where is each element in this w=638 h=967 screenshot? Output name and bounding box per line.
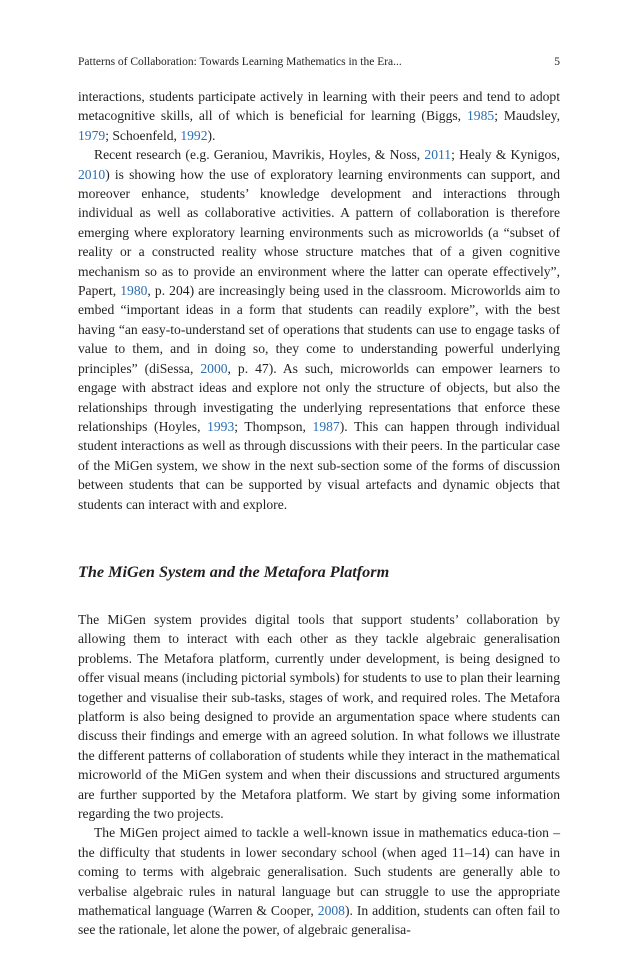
citation-link[interactable]: 2011 — [424, 147, 452, 163]
text-run: ) is showing how the use of exploratory learning environments can support, and moreover enhance, students’ knowledge development and interactions through individual as well as collaborative activities. A pattern of collaboration is therefore emerging where exploratory learning environments such as microworlds (a “subset of reality or a constructed reality whose structure matches that of a given cognitive mechanism so as to provide an environment where the latter can operate effectively”, Papert, — [78, 166, 560, 299]
text-run: The MiGen project aimed to tackle a well-known issue in mathematics educa-tion – the difficulty that students in lower secondary school (when aged 11–14) can have in coming to terms with algebraic generalisation. Such students are generally able to verbalise algebraic rules in natural language but can struggle to use the appropriate mathematical language (Warren & Cooper, — [78, 825, 560, 919]
citation-link[interactable]: 1985 — [467, 108, 495, 124]
running-title: Patterns of Collaboration: Towards Learning Mathematics in the Era... — [78, 56, 402, 68]
text-run: , p. 47). As such, microworlds can empower learners to engage with abstract ideas and explore not only the structure of objects, but also the relationships through investigating the underlying representations that enforce these relationships (Hoyles, — [78, 360, 560, 434]
citation-link[interactable]: 1987 — [312, 418, 340, 434]
text-run: ; Healy & Kynigos, — [451, 147, 560, 163]
citation-link[interactable]: 1979 — [78, 127, 106, 143]
citation-link[interactable]: 2010 — [78, 166, 106, 182]
paragraph-4 — [78, 823, 560, 939]
text-run: interactions, students participate actively in learning with their peers and tend to adopt metacognitive skills, all of which is beneficial for learning (Biggs, — [78, 89, 560, 124]
text-run: , p. 204) are increasingly being used in the classroom. Microworlds aim to embed “important ideas in a form that students can readily explore”, with the best having “an easy-to-understand set of operations that students can use to engage tasks of value to them, and in doing so, they come to understanding powerful underlying principles” (diSessa, — [78, 283, 560, 376]
paragraph-2 — [78, 145, 560, 514]
paragraph-1 — [78, 87, 560, 145]
citation-link[interactable]: 1993 — [207, 418, 235, 434]
text-run: ; Thompson, — [234, 418, 313, 434]
citation-link[interactable]: 1992 — [180, 127, 208, 143]
text-run: ). In addition, students can often fail to see the rationale, let alone the power, of algebraic generalisa- — [78, 903, 560, 938]
section-heading: The MiGen System and the Metafora Platform — [78, 562, 390, 581]
text-run: Recent research (e.g. Geraniou, Mavrikis, Hoyles, & Noss, — [94, 147, 425, 163]
citation-link[interactable]: 2000 — [200, 360, 228, 376]
citation-link[interactable]: 1980 — [120, 283, 148, 299]
main-text — [78, 87, 560, 940]
citation-link[interactable]: 2008 — [317, 903, 345, 919]
text-run: ). — [207, 127, 216, 143]
text-run: ; Maudsley, — [494, 108, 560, 124]
text-run: ). This can happen through individual student interactions as well as through discussions with their peers. In the particular case of the MiGen system, we show in the next sub-section some of the forms of discussion between students that can be supported by visual artefacts and dynamic objects that students can interact with and explore. — [78, 418, 560, 512]
page-number: 5 — [554, 56, 560, 68]
paragraph-3: The MiGen system provides digital tools that support students’ collaboration by allowing them to interact with each other as they tackle algebraic generalisation problems. The Metafora platform, currently under development, is being designed to offer visual means (including pictorial symbols) for students to use to plan their learning together and visualise their sub-tasks, stages of work, and required roles. The Metafora platform is also being designed to provide an argumentation space where students can discuss their findings and emerge with an agreed solution. In what follows we illustrate the different patterns of collaboration of students while they interact in the mathematical microworld of the MiGen system and when their discussions and structured arguments are further supported by the Metafora platform. We start by giving some information regarding the two projects. — [78, 611, 560, 821]
text-run: ; Schoenfeld, — [105, 127, 181, 143]
